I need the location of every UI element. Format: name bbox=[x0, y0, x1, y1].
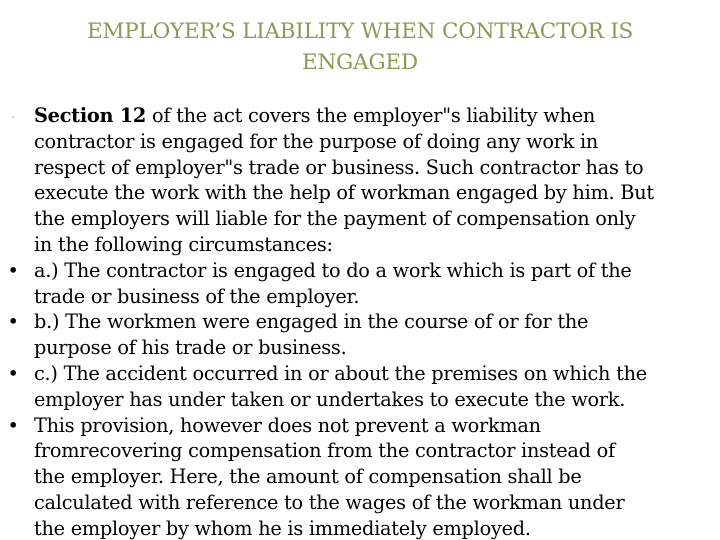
bullet-text-line: fromrecovering compensation from the contractor instead of bbox=[34, 439, 615, 463]
slide-title bbox=[40, 16, 680, 78]
bullet-marker: • bbox=[7, 310, 19, 334]
bullet-list bbox=[0, 103, 720, 540]
slide-title-line-1: EMPLOYER’S LIABILITY WHEN CONTRACTOR IS bbox=[86, 19, 634, 44]
bullet-text-run: of the act covers the employer"s liability when bbox=[146, 104, 596, 127]
bullet-marker: • bbox=[7, 258, 19, 282]
bullet-text-line: trade or business of the employer. bbox=[34, 284, 360, 308]
bullet-text-line: the employers will liable for the payment of compensation only bbox=[34, 207, 636, 231]
bullet-marker: - bbox=[11, 112, 15, 123]
bullet-text-line: the employer. Here, the amount of compensation shall be bbox=[34, 465, 582, 489]
bullet-text-line: contractor is engaged for the purpose of doing any work in bbox=[34, 129, 599, 153]
bullet-item-condition-a bbox=[0, 258, 720, 310]
bullet-item-condition-b bbox=[0, 309, 720, 361]
bullet-marker: • bbox=[7, 361, 19, 385]
bullet-text-line bbox=[34, 103, 720, 129]
bullet-text-line: execute the work with the help of workman engaged by him. But bbox=[34, 181, 654, 205]
section-reference: Section 12 bbox=[34, 104, 147, 127]
bullet-item-condition-c bbox=[0, 361, 720, 413]
slide-title-line-2: ENGAGED bbox=[302, 50, 418, 75]
bullet-item-provision bbox=[0, 413, 720, 540]
bullet-text-line: in the following circumstances: bbox=[34, 232, 333, 256]
bullet-text-line: calculated with reference to the wages of the workman under bbox=[34, 490, 625, 514]
bullet-text-line: c.) The accident occurred in or about the premises on which the bbox=[34, 361, 647, 385]
bullet-text-line: This provision, however does not prevent a workman bbox=[34, 413, 541, 437]
bullet-marker: • bbox=[7, 413, 19, 437]
bullet-text-line: the employer by whom he is immediately employed. bbox=[34, 516, 531, 540]
bullet-text-line: purpose of his trade or business. bbox=[34, 336, 347, 360]
bullet-text-line: respect of employer"s trade or business. Such contractor has to bbox=[34, 155, 644, 179]
bullet-text-line: b.) The workmen were engaged in the course of or for the bbox=[34, 310, 589, 334]
bullet-text-line: a.) The contractor is engaged to do a work which is part of the bbox=[34, 258, 632, 282]
bullet-item-section-12 bbox=[0, 103, 720, 258]
bullet-text-line: employer has under taken or undertakes to execute the work. bbox=[34, 387, 626, 411]
